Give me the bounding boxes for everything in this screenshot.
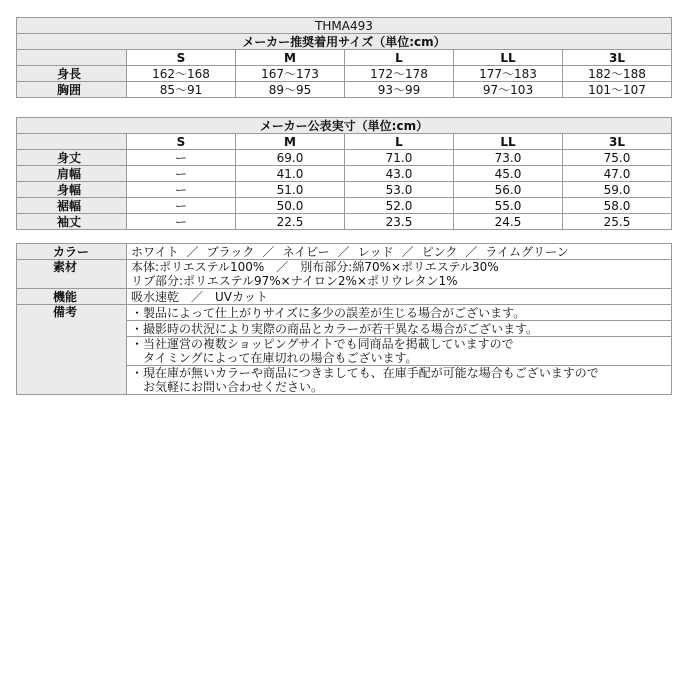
actual-title: メーカー公表実寸（単位:cm） (17, 118, 672, 134)
recommended-title: メーカー推奨着用サイズ（単位:cm） (17, 34, 672, 50)
table-cell: 52.0 (345, 198, 454, 214)
size-header-row (17, 50, 672, 66)
table-cell: 53.0 (345, 182, 454, 198)
color-item: ホワイト (131, 244, 179, 259)
table-cell: 51.0 (236, 182, 345, 198)
row-label-sleeve: 袖丈 (17, 214, 127, 230)
size-header-row (17, 134, 672, 150)
table-cell: 93～99 (345, 82, 454, 98)
material-line: リブ部分:ポリエステル97%×ナイロン2%×ポリウレタン1% (131, 274, 458, 288)
row-label-shoulder: 肩幅 (17, 166, 127, 182)
table-cell: 162～168 (127, 66, 236, 82)
material-row (17, 260, 672, 289)
table-cell: 43.0 (345, 166, 454, 182)
table-row (17, 82, 672, 98)
size-m: M (236, 50, 345, 66)
table-cell: 89～95 (236, 82, 345, 98)
note-item: ・製品によって仕上がりサイズに多少の誤差が生じる場合がございます。 (127, 305, 672, 321)
table-cell: 55.0 (454, 198, 563, 214)
note-item: ・現在庫が無いカラーや商品につきましても、在庫手配が可能な場合もございますので お気軽にお問い合わせください。 (127, 366, 672, 395)
table-cell: 23.5 (345, 214, 454, 230)
actual-size-table (16, 117, 672, 230)
notes-row (17, 305, 672, 321)
table-cell: 75.0 (563, 150, 672, 166)
table-cell: 47.0 (563, 166, 672, 182)
table-cell: 167～173 (236, 66, 345, 82)
color-item: ピンク (421, 244, 458, 259)
row-label-chest: 胸囲 (17, 82, 127, 98)
notes-label: 備考 (17, 305, 127, 395)
table-cell: ー (127, 150, 236, 166)
table-cell: 22.5 (236, 214, 345, 230)
size-l: L (345, 134, 454, 150)
color-label: カラー (17, 244, 127, 260)
note-item: ・撮影時の状況により実際の商品とカラーが若干異なる場合がございます。 (127, 321, 672, 337)
table-cell: 172～178 (345, 66, 454, 82)
function-value: 吸水速乾 ／ UVカット (127, 289, 672, 305)
size-3l: 3L (563, 134, 672, 150)
table-cell: 58.0 (563, 198, 672, 214)
table-cell: 73.0 (454, 150, 563, 166)
product-details-table (16, 243, 672, 395)
size-ll: LL (454, 134, 563, 150)
table-cell: 25.5 (563, 214, 672, 230)
table-cell: ー (127, 214, 236, 230)
material-value (127, 260, 672, 289)
material-line: 本体:ポリエステル100% ／ 別布部分:綿70%×ポリエステル30% (131, 260, 499, 274)
note-item: ・当社運営の複数ショッピングサイトでも同商品を掲載していますので タイミングによって在庫切れの場合もございます。 (127, 337, 672, 366)
size-l: L (345, 50, 454, 66)
row-label-width: 身幅 (17, 182, 127, 198)
size-3l: 3L (563, 50, 672, 66)
size-ll: LL (454, 50, 563, 66)
table-cell: 182～188 (563, 66, 672, 82)
table-row (17, 182, 672, 198)
row-label-length: 身丈 (17, 150, 127, 166)
recommended-size-table (16, 17, 672, 98)
color-item: ブラック (206, 244, 255, 259)
product-code: THMA493 (17, 18, 672, 34)
table-row (17, 150, 672, 166)
table-cell: 101～107 (563, 82, 672, 98)
material-label: 素材 (17, 260, 127, 289)
table-cell: 56.0 (454, 182, 563, 198)
table-cell: ー (127, 182, 236, 198)
table-cell: 24.5 (454, 214, 563, 230)
table-cell: 50.0 (236, 198, 345, 214)
table-cell: ー (127, 166, 236, 182)
table-cell: 69.0 (236, 150, 345, 166)
color-item: レッド (357, 244, 394, 259)
table-cell: 177～183 (454, 66, 563, 82)
function-row (17, 289, 672, 305)
table-row (17, 198, 672, 214)
table-cell: 45.0 (454, 166, 563, 182)
color-item: ネイビー (282, 244, 330, 259)
table-cell: 71.0 (345, 150, 454, 166)
size-s: S (127, 50, 236, 66)
table-row (17, 214, 672, 230)
color-item: ライムグリーン (485, 244, 569, 259)
table-row (17, 66, 672, 82)
row-label-height: 身長 (17, 66, 127, 82)
function-label: 機能 (17, 289, 127, 305)
color-row (17, 244, 672, 260)
size-s: S (127, 134, 236, 150)
row-label-hem: 裾幅 (17, 198, 127, 214)
color-list: ホワイト ／ ブラック ／ ネイビー ／ レッド ／ ピンク ／ ライムグリーン (127, 244, 672, 260)
table-cell: 85～91 (127, 82, 236, 98)
table-row (17, 166, 672, 182)
table-cell: ー (127, 198, 236, 214)
table-cell: 59.0 (563, 182, 672, 198)
table-cell: 97～103 (454, 82, 563, 98)
size-m: M (236, 134, 345, 150)
table-cell: 41.0 (236, 166, 345, 182)
